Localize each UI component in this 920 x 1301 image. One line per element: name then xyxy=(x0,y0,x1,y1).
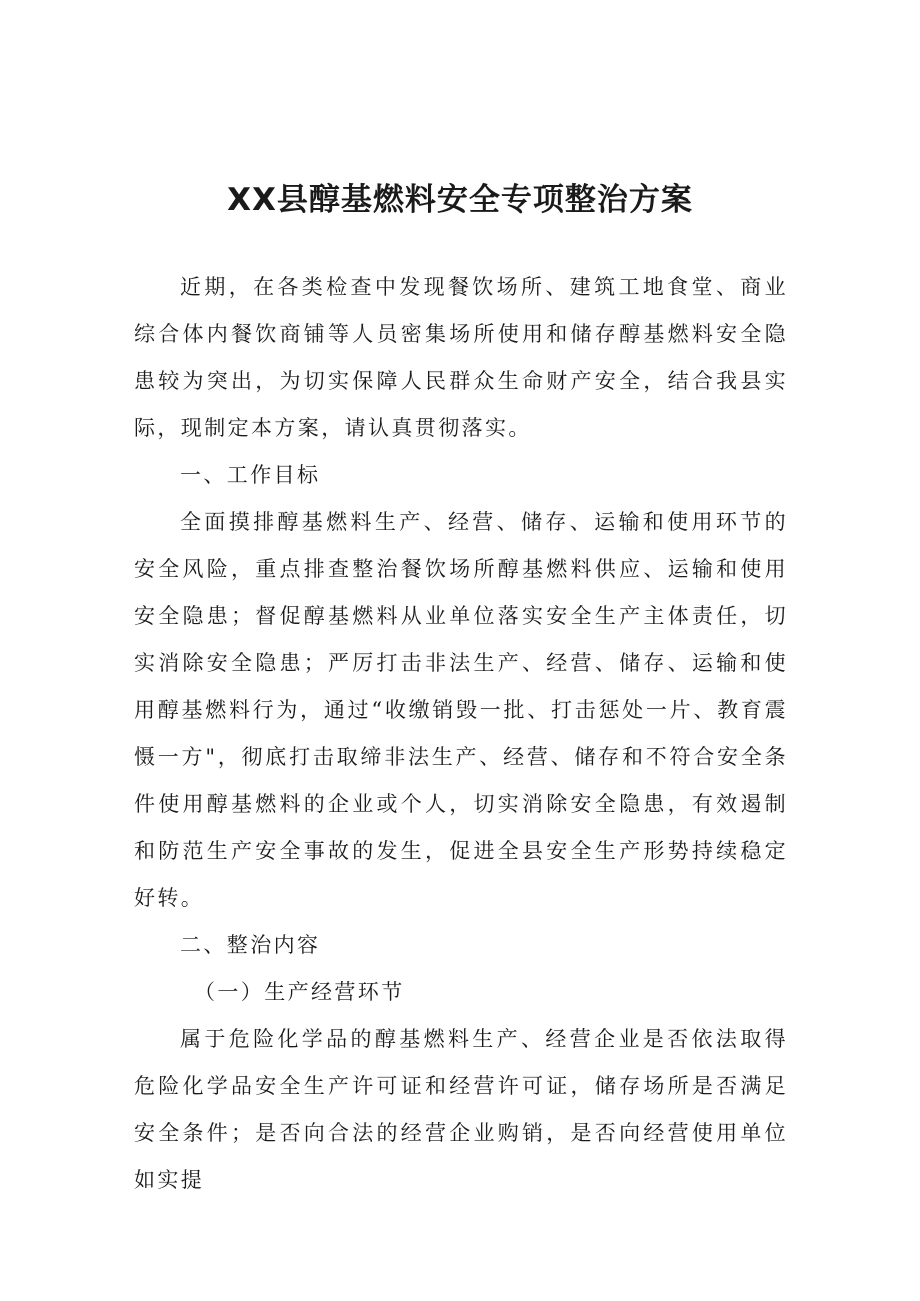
document-body xyxy=(134,264,788,1204)
subsection-1-paragraph: 属于危险化学品的醇基燃料生产、经营企业是否依法取得危险化学品安全生产许可证和经营许可证，储存场所是否满足安全条件；是否向合法的经营企业购销，是否向经营使用单位如实提 xyxy=(134,1027,788,1192)
document-title: XX县醇基燃料安全专项整治方案 xyxy=(227,182,693,218)
subsection-1-heading: （一）生产经营环节 xyxy=(194,980,405,1004)
section-1-heading: 一、工作目标 xyxy=(180,463,321,487)
section-2-heading: 二、整治内容 xyxy=(180,933,321,957)
intro-paragraph: 近期，在各类检查中发现餐饮场所、建筑工地食堂、商业综合体内餐饮商铺等人员密集场所使用和储存醇基燃料安全隐患较为突出，为切实保障人民群众生命财产安全，结合我县实际，现制定本方案，请认真贯彻落实。 xyxy=(134,275,788,440)
section-1-paragraph: 全面摸排醇基燃料生产、经营、储存、运输和使用环节的安全风险，重点排查整治餐饮场所醇基燃料供应、运输和使用安全隐患；督促醇基燃料从业单位落实安全生产主体责任，切实消除安全隐患；严厉打击非法生产、经营、储存、运输和使用醇基燃料行为，通过“收缴销毁一批、打击惩处一片、教育震慑一方"，彻底打击取缔非法生产、经营、储存和不符合安全条件使用醇基燃料的企业或个人，切实消除安全隐患，有效遏制和防范生产安全事故的发生，促进全县安全生产形势持续稳定好转。 xyxy=(134,510,788,910)
